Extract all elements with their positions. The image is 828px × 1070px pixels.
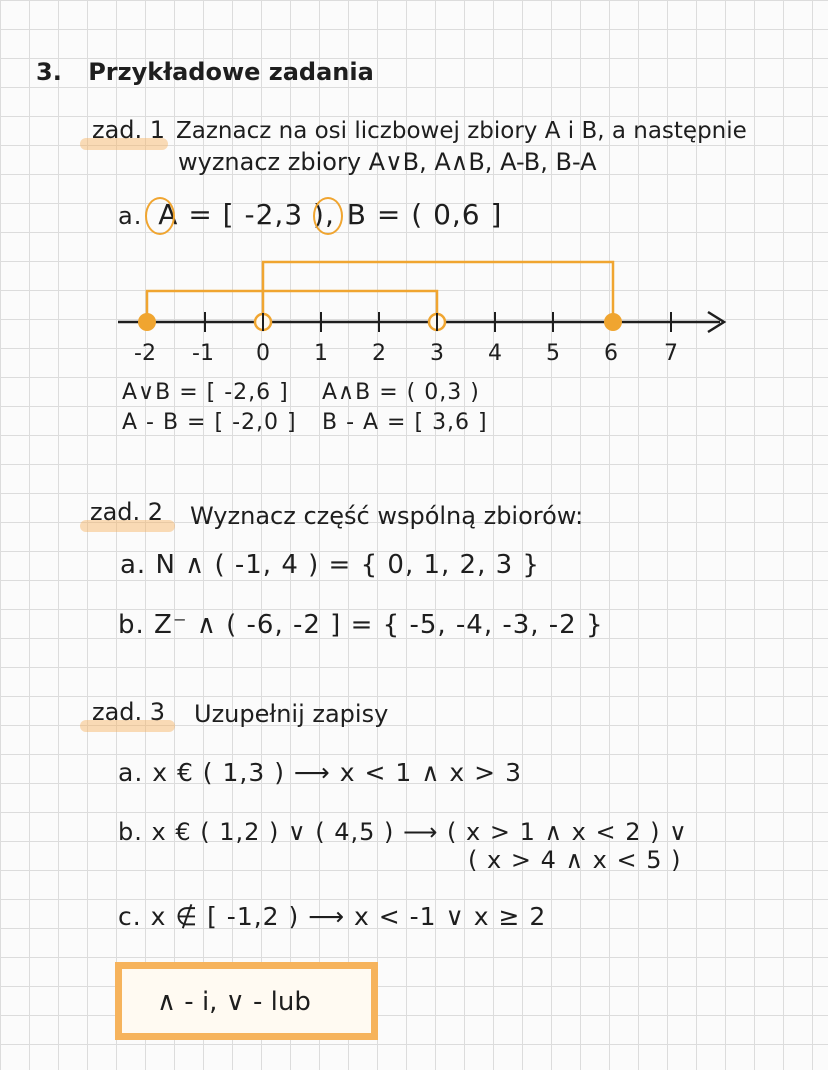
point-minus2-closed: [138, 313, 156, 331]
task3-label: zad. 3: [92, 698, 166, 726]
task3-line-b1: b. x € ( 1,2 ) ∨ ( 4,5 ) ⟶ ( x > 1 ∧ x < 2 ) ∨: [118, 818, 688, 846]
tick-label: 0: [256, 341, 270, 366]
task1-text-line2: wyznacz zbiory A∨B, A∧B, A-B, B-A: [178, 148, 597, 176]
tick-label: 3: [430, 341, 444, 366]
tick-label: 5: [546, 341, 560, 366]
result-a-minus-b: A - B = [ -2,0 ]: [122, 410, 297, 435]
task2-line-b: b. Z⁻ ∧ ( -6, -2 ] = { -5, -4, -3, -2 }: [118, 610, 604, 640]
point-6-closed: [604, 313, 622, 331]
number-line: [100, 250, 750, 380]
legend-text: ∧ - i, ∨ - lub: [157, 987, 311, 1017]
tick-label: 1: [314, 341, 328, 366]
set-a-name: A: [158, 198, 179, 231]
tick-label: 4: [488, 341, 502, 366]
section-number: 3.: [36, 58, 62, 86]
task2-label: zad. 2: [90, 498, 164, 526]
tick-label: 2: [372, 341, 386, 366]
tick-label: 7: [664, 341, 678, 366]
task2-text: Wyznacz część wspólną zbiorów:: [190, 502, 584, 530]
example-prefix: a.: [118, 202, 143, 230]
set-b-name: B: [346, 198, 367, 231]
tick-label: 6: [604, 341, 618, 366]
task1-label: zad. 1: [92, 116, 166, 144]
task2-line-a: a. N ∧ ( -1, 4 ) = { 0, 1, 2, 3 }: [120, 550, 540, 580]
legend-box: [115, 962, 378, 1040]
result-union: A∨B = [ -2,6 ]: [122, 380, 289, 405]
section-title: [36, 58, 374, 86]
tick-label: -2: [134, 341, 156, 366]
set-a-circle: [145, 197, 175, 235]
section-title-text: Przykładowe zadania: [88, 58, 374, 86]
task3-text: Uzupełnij zapisy: [194, 700, 389, 728]
result-intersection: A∧B = ( 0,3 ): [322, 380, 480, 405]
task3-line-c: c. x ∉ [ -1,2 ) ⟶ x < -1 ∨ x ≥ 2: [118, 902, 547, 931]
task1-example: [118, 198, 502, 231]
set-b-value: = ( 0,6 ]: [376, 198, 503, 231]
task1-text-line1: Zaznacz na osi liczbowej zbiory A i B, a następnie: [176, 118, 747, 144]
set-a-value: = [ -2,3 ),: [188, 198, 335, 231]
task3-line-a: a. x € ( 1,3 ) ⟶ x < 1 ∧ x > 3: [118, 758, 522, 787]
set-a-bracket: [147, 291, 437, 322]
set-b-circle: [313, 197, 343, 235]
tick-label: -1: [192, 341, 214, 366]
result-b-minus-a: B - A = [ 3,6 ]: [322, 410, 488, 435]
task3-line-b2: ( x > 4 ∧ x < 5 ): [468, 846, 682, 874]
